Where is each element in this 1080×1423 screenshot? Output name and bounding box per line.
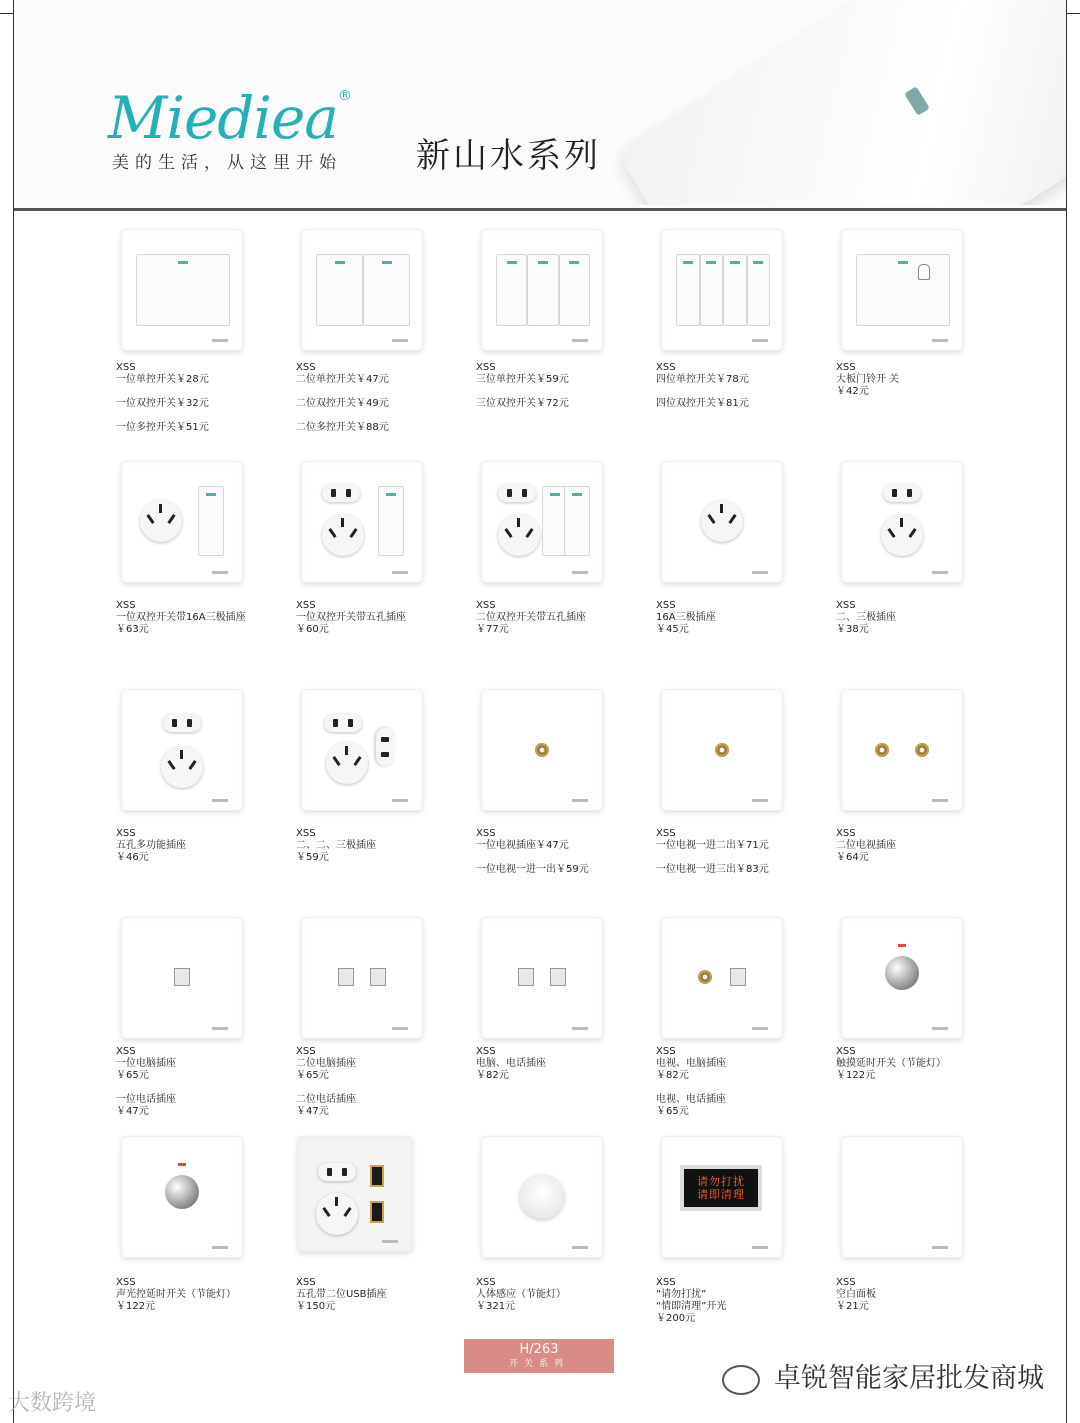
spacer — [476, 852, 589, 864]
product-line: ￥45元 — [656, 624, 689, 635]
indicator-led — [206, 493, 216, 496]
pin — [349, 528, 357, 538]
product-line: 二、三极插座 — [836, 612, 896, 623]
product-code: XSS — [476, 1046, 496, 1057]
product-line: 人体感应（节能灯） — [476, 1289, 566, 1300]
product-caption — [836, 828, 896, 864]
product-line: ￥122元 — [836, 1070, 876, 1081]
crop-line-left — [13, 0, 14, 1423]
product-line: ￥82元 — [656, 1070, 689, 1081]
brand-mark — [212, 1027, 228, 1030]
brand-mark — [392, 339, 408, 342]
product-code: XSS — [656, 828, 676, 839]
product-plate — [662, 462, 782, 582]
product-caption — [476, 600, 586, 636]
spacer — [116, 410, 209, 422]
pin — [908, 528, 916, 538]
usb-port — [370, 1201, 384, 1223]
product-code: XSS — [476, 362, 496, 373]
product-plate — [302, 230, 422, 350]
pin — [172, 719, 177, 727]
product-line: 大板门铃开 关 — [836, 374, 900, 385]
rocker-key — [856, 254, 950, 326]
three-pin-socket — [322, 514, 364, 556]
brand-mark — [752, 1027, 768, 1030]
indicator-led — [386, 493, 396, 496]
dnd-display — [680, 1165, 762, 1211]
pin — [348, 719, 353, 727]
brand-mark — [212, 571, 228, 574]
motion-sensor — [520, 1175, 564, 1219]
rocker-key — [723, 254, 747, 326]
two-pin-socket — [163, 714, 201, 732]
product-line: 电脑、电话插座 — [476, 1058, 546, 1069]
rocker-key — [198, 486, 224, 556]
section-label: 开关系列 — [508, 1359, 569, 1369]
product-line: 一位双控开关带五孔插座 — [296, 612, 406, 623]
two-pin-socket — [318, 1163, 356, 1181]
product-plate — [662, 230, 782, 350]
product-line: ￥47元 — [116, 1106, 149, 1117]
pin — [146, 514, 154, 524]
pin — [504, 528, 512, 538]
pin — [342, 1168, 347, 1176]
indicator-led — [382, 261, 392, 264]
product-line: 二位多控开关￥88元 — [296, 422, 389, 433]
dnd-text: 请勿打扰 — [697, 1175, 745, 1188]
rocker-key — [363, 254, 410, 326]
product-line: ￥321元 — [476, 1301, 516, 1312]
product-code: XSS — [116, 362, 136, 373]
spacer — [656, 386, 749, 398]
product-line: ￥59元 — [296, 852, 329, 863]
product-plate — [662, 690, 782, 810]
pin — [887, 528, 895, 538]
pin — [328, 528, 336, 538]
pin — [525, 528, 533, 538]
indicator-led — [178, 261, 188, 264]
hero-switch-image — [610, 0, 1066, 205]
three-pin-socket — [316, 1193, 358, 1235]
product-line: 一位电脑插座 — [116, 1058, 176, 1069]
dnd-text: 请即清理 — [697, 1188, 745, 1201]
indicator-led — [898, 944, 906, 947]
indicator-led — [730, 261, 740, 264]
pin — [507, 489, 512, 497]
rocker-key — [564, 486, 590, 556]
two-pin-socket — [322, 484, 360, 502]
product-plate — [302, 918, 422, 1038]
product-code: XSS — [476, 1277, 496, 1288]
product-line: 电视、电脑插座 — [656, 1058, 726, 1069]
indicator-led — [898, 261, 908, 264]
pin — [188, 760, 196, 770]
pin — [343, 1207, 351, 1217]
product-caption — [116, 362, 209, 434]
product-line: 一位电视插座￥47元 — [476, 840, 569, 851]
product-plate — [482, 690, 602, 810]
product-code: XSS — [296, 600, 316, 611]
watermark-right: 卓锐智能家居批发商城 — [722, 1356, 1044, 1395]
product-caption — [836, 1046, 946, 1082]
product-plate — [122, 230, 242, 350]
product-plate — [122, 1137, 242, 1257]
rocker-key — [700, 254, 724, 326]
product-plate — [842, 230, 962, 350]
page-tag — [464, 1339, 614, 1373]
indicator-led — [706, 261, 716, 264]
product-caption — [296, 600, 406, 636]
product-line: 声光控延时开关（节能灯） — [116, 1289, 236, 1300]
product-code: XSS — [836, 600, 856, 611]
pin — [381, 752, 389, 757]
product-caption — [116, 600, 246, 636]
indicator-led — [335, 261, 345, 264]
product-caption — [116, 1277, 236, 1313]
pin — [322, 1207, 330, 1217]
product-line: ￥82元 — [476, 1070, 509, 1081]
touch-button — [885, 956, 919, 990]
pin — [720, 504, 723, 513]
phone-port — [550, 968, 566, 986]
tv-port — [715, 743, 729, 757]
network-port — [338, 968, 354, 986]
pin — [900, 518, 903, 527]
brand-mark — [382, 1240, 398, 1243]
rocker-key — [559, 254, 590, 326]
product-line: ￥65元 — [116, 1070, 149, 1081]
pin — [907, 489, 912, 497]
pin — [345, 746, 348, 755]
product-line: 二位电脑插座 — [296, 1058, 356, 1069]
rocker-key — [747, 254, 771, 326]
product-plate — [482, 1137, 602, 1257]
product-code: XSS — [296, 362, 316, 373]
product-line: ￥46元 — [116, 852, 149, 863]
spacer — [656, 852, 769, 864]
two-pin-socket — [883, 484, 921, 502]
brand-mark — [932, 799, 948, 802]
rocker-key — [496, 254, 527, 326]
product-code: XSS — [116, 828, 136, 839]
product-line: 二位单控开关￥47元 — [296, 374, 389, 385]
product-line: ￥65元 — [656, 1106, 689, 1117]
hero-plate — [616, 0, 1066, 205]
indicator-led — [507, 261, 517, 264]
product-line: 三位双控开关￥72元 — [476, 398, 569, 409]
product-code: XSS — [296, 828, 316, 839]
product-caption — [296, 1046, 356, 1118]
tv-port — [915, 743, 929, 757]
brand-mark — [752, 799, 768, 802]
product-plate — [302, 462, 422, 582]
product-plate — [482, 462, 602, 582]
product-code: XSS — [296, 1046, 316, 1057]
pin — [167, 760, 175, 770]
product-line: 五孔带二位USB插座 — [296, 1289, 387, 1300]
product-line: ￥63元 — [116, 624, 149, 635]
product-code: XSS — [116, 600, 136, 611]
phone-port — [370, 968, 386, 986]
product-plate — [122, 918, 242, 1038]
spacer — [296, 1082, 356, 1094]
product-line: “情即清理”开光 — [656, 1301, 727, 1312]
indicator-led — [178, 1163, 186, 1166]
pin — [333, 719, 338, 727]
spacer — [296, 410, 389, 422]
pin — [707, 514, 715, 524]
usb-port — [370, 1165, 384, 1187]
brand-mark — [932, 571, 948, 574]
product-line: “请勿打扰” — [656, 1289, 707, 1300]
brand-mark — [572, 799, 588, 802]
product-plate — [122, 462, 242, 582]
product-caption — [836, 362, 899, 398]
product-line: ￥64元 — [836, 852, 869, 863]
pin — [167, 514, 175, 524]
pin — [180, 750, 183, 759]
product-line: ￥47元 — [296, 1106, 329, 1117]
product-line: 一位电视一进二出￥71元 — [656, 840, 769, 851]
product-caption — [836, 600, 896, 636]
brand-mark — [932, 339, 948, 342]
product-line: 三位单控开关￥59元 — [476, 374, 569, 385]
product-plate — [482, 918, 602, 1038]
pin — [728, 514, 736, 524]
product-line: 一位电视一进一出￥59元 — [476, 864, 589, 875]
three-pin-socket — [140, 500, 182, 542]
product-plate — [842, 462, 962, 582]
spacer — [476, 386, 569, 398]
pin — [332, 756, 340, 766]
product-line: 一位电视一进三出￥83元 — [656, 864, 769, 875]
product-line: ￥122元 — [116, 1301, 156, 1312]
product-line: 二位电话插座 — [296, 1094, 356, 1105]
product-caption — [296, 1277, 387, 1313]
rocker-key — [676, 254, 700, 326]
product-line: ￥65元 — [296, 1070, 329, 1081]
pin — [331, 489, 336, 497]
product-code: XSS — [836, 828, 856, 839]
pin — [341, 518, 344, 527]
wechat-icon — [722, 1365, 760, 1395]
product-code: XSS — [296, 1277, 316, 1288]
brand-mark — [392, 1027, 408, 1030]
three-pin-socket — [326, 742, 368, 784]
product-code: XSS — [656, 1046, 676, 1057]
tv-port — [875, 743, 889, 757]
tv-port — [698, 970, 712, 984]
brand-mark — [392, 799, 408, 802]
rocker-key — [316, 254, 363, 326]
product-line: ￥38元 — [836, 624, 869, 635]
spacer — [116, 1082, 176, 1094]
pin — [353, 756, 361, 766]
product-line: 二位双控开关带五孔插座 — [476, 612, 586, 623]
brand-mark — [932, 1246, 948, 1249]
product-code: XSS — [476, 600, 496, 611]
brand-mark — [752, 571, 768, 574]
product-caption — [116, 828, 186, 864]
product-line: 四位单控开关￥78元 — [656, 374, 749, 385]
spacer — [116, 386, 209, 398]
product-line: ￥200元 — [656, 1313, 696, 1324]
indicator-led — [569, 261, 579, 264]
pin — [517, 518, 520, 527]
product-plate — [842, 690, 962, 810]
series-title: 新山水系列 — [416, 136, 601, 176]
two-pin-socket — [376, 728, 394, 766]
product-caption — [296, 362, 389, 434]
rocker-key — [378, 486, 404, 556]
product-line: ￥42元 — [836, 386, 869, 397]
product-caption — [476, 1046, 546, 1082]
network-port — [730, 968, 746, 986]
product-line: 一位电话插座 — [116, 1094, 176, 1105]
indicator-led — [538, 261, 548, 264]
product-plate — [482, 230, 602, 350]
product-line: 一位多控开关￥51元 — [116, 422, 209, 433]
product-line: 空白面板 — [836, 1289, 876, 1300]
brand-mark — [572, 1027, 588, 1030]
product-caption — [656, 600, 716, 636]
product-line: 触摸延时开关（节能灯） — [836, 1058, 946, 1069]
two-pin-socket — [324, 714, 362, 732]
pin — [159, 504, 162, 513]
product-line: 16A三极插座 — [656, 612, 716, 623]
product-caption — [476, 828, 589, 876]
product-caption — [656, 1046, 726, 1118]
product-line: 二、二、三极插座 — [296, 840, 376, 851]
product-caption — [656, 828, 769, 876]
product-code: XSS — [476, 828, 496, 839]
rocker-key — [136, 254, 230, 326]
network-port — [518, 968, 534, 986]
brand-mark — [212, 339, 228, 342]
network-port — [174, 968, 190, 986]
three-pin-socket — [701, 500, 743, 542]
product-line: ￥60元 — [296, 624, 329, 635]
brand-mark — [752, 1246, 768, 1249]
brand-mark — [392, 571, 408, 574]
brand-logo: Miediea® — [108, 84, 351, 152]
product-code: XSS — [116, 1046, 136, 1057]
pin — [381, 737, 389, 742]
product-code: XSS — [836, 1046, 856, 1057]
tv-port — [535, 743, 549, 757]
pin — [327, 1168, 332, 1176]
page-number: H/263 — [519, 1342, 559, 1357]
three-pin-socket — [161, 746, 203, 788]
brand-mark — [572, 339, 588, 342]
pin — [335, 1197, 338, 1206]
doorbell-icon — [918, 264, 930, 280]
product-plate — [298, 1137, 412, 1251]
product-line: 五孔多功能插座 — [116, 840, 186, 851]
product-caption — [476, 1277, 566, 1313]
product-code: XSS — [656, 1277, 676, 1288]
brand-mark — [212, 799, 228, 802]
product-line: ￥21元 — [836, 1301, 869, 1312]
sound-light-button — [165, 1175, 199, 1209]
product-line: 一位单控开关￥28元 — [116, 374, 209, 385]
product-plate — [662, 1137, 782, 1257]
product-code: XSS — [836, 362, 856, 373]
brand-mark — [572, 571, 588, 574]
product-code: XSS — [656, 600, 676, 611]
product-plate — [842, 918, 962, 1038]
product-caption — [476, 362, 569, 410]
three-pin-socket — [881, 514, 923, 556]
pin — [522, 489, 527, 497]
product-line: 电视、电话插座 — [656, 1094, 726, 1105]
product-plate — [842, 1137, 962, 1257]
spacer — [296, 386, 389, 398]
product-line: 二位双控开关￥49元 — [296, 398, 389, 409]
product-code: XSS — [116, 1277, 136, 1288]
indicator-led — [753, 261, 763, 264]
product-line: 一位双控开关带16A三极插座 — [116, 612, 246, 623]
product-line: 四位双控开关￥81元 — [656, 398, 749, 409]
brand-mark — [752, 339, 768, 342]
pin — [187, 719, 192, 727]
product-caption — [116, 1046, 176, 1118]
indicator-led — [550, 493, 560, 496]
product-code: XSS — [656, 362, 676, 373]
product-plate — [302, 690, 422, 810]
three-pin-socket — [498, 514, 540, 556]
spacer — [656, 1082, 726, 1094]
product-caption — [656, 1277, 726, 1325]
product-plate — [122, 690, 242, 810]
product-plate — [662, 918, 782, 1038]
product-line: ￥150元 — [296, 1301, 336, 1312]
product-line: 一位双控开关￥32元 — [116, 398, 209, 409]
pin — [892, 489, 897, 497]
pin — [346, 489, 351, 497]
two-pin-socket — [498, 484, 536, 502]
product-line: ￥77元 — [476, 624, 509, 635]
brand-slogan: 美的生活，从这里开始 — [112, 153, 342, 173]
product-code: XSS — [836, 1277, 856, 1288]
product-caption — [836, 1277, 876, 1313]
product-line: 二位电视插座 — [836, 840, 896, 851]
brand-mark — [212, 1246, 228, 1249]
indicator-led — [683, 261, 693, 264]
product-caption — [656, 362, 749, 410]
brand-mark — [572, 1246, 588, 1249]
watermark-left: 大数跨境 — [8, 1391, 97, 1416]
brand-mark — [932, 1027, 948, 1030]
product-caption — [296, 828, 376, 864]
crop-line-right — [1066, 0, 1067, 1423]
indicator-led — [572, 493, 582, 496]
rocker-key — [527, 254, 558, 326]
